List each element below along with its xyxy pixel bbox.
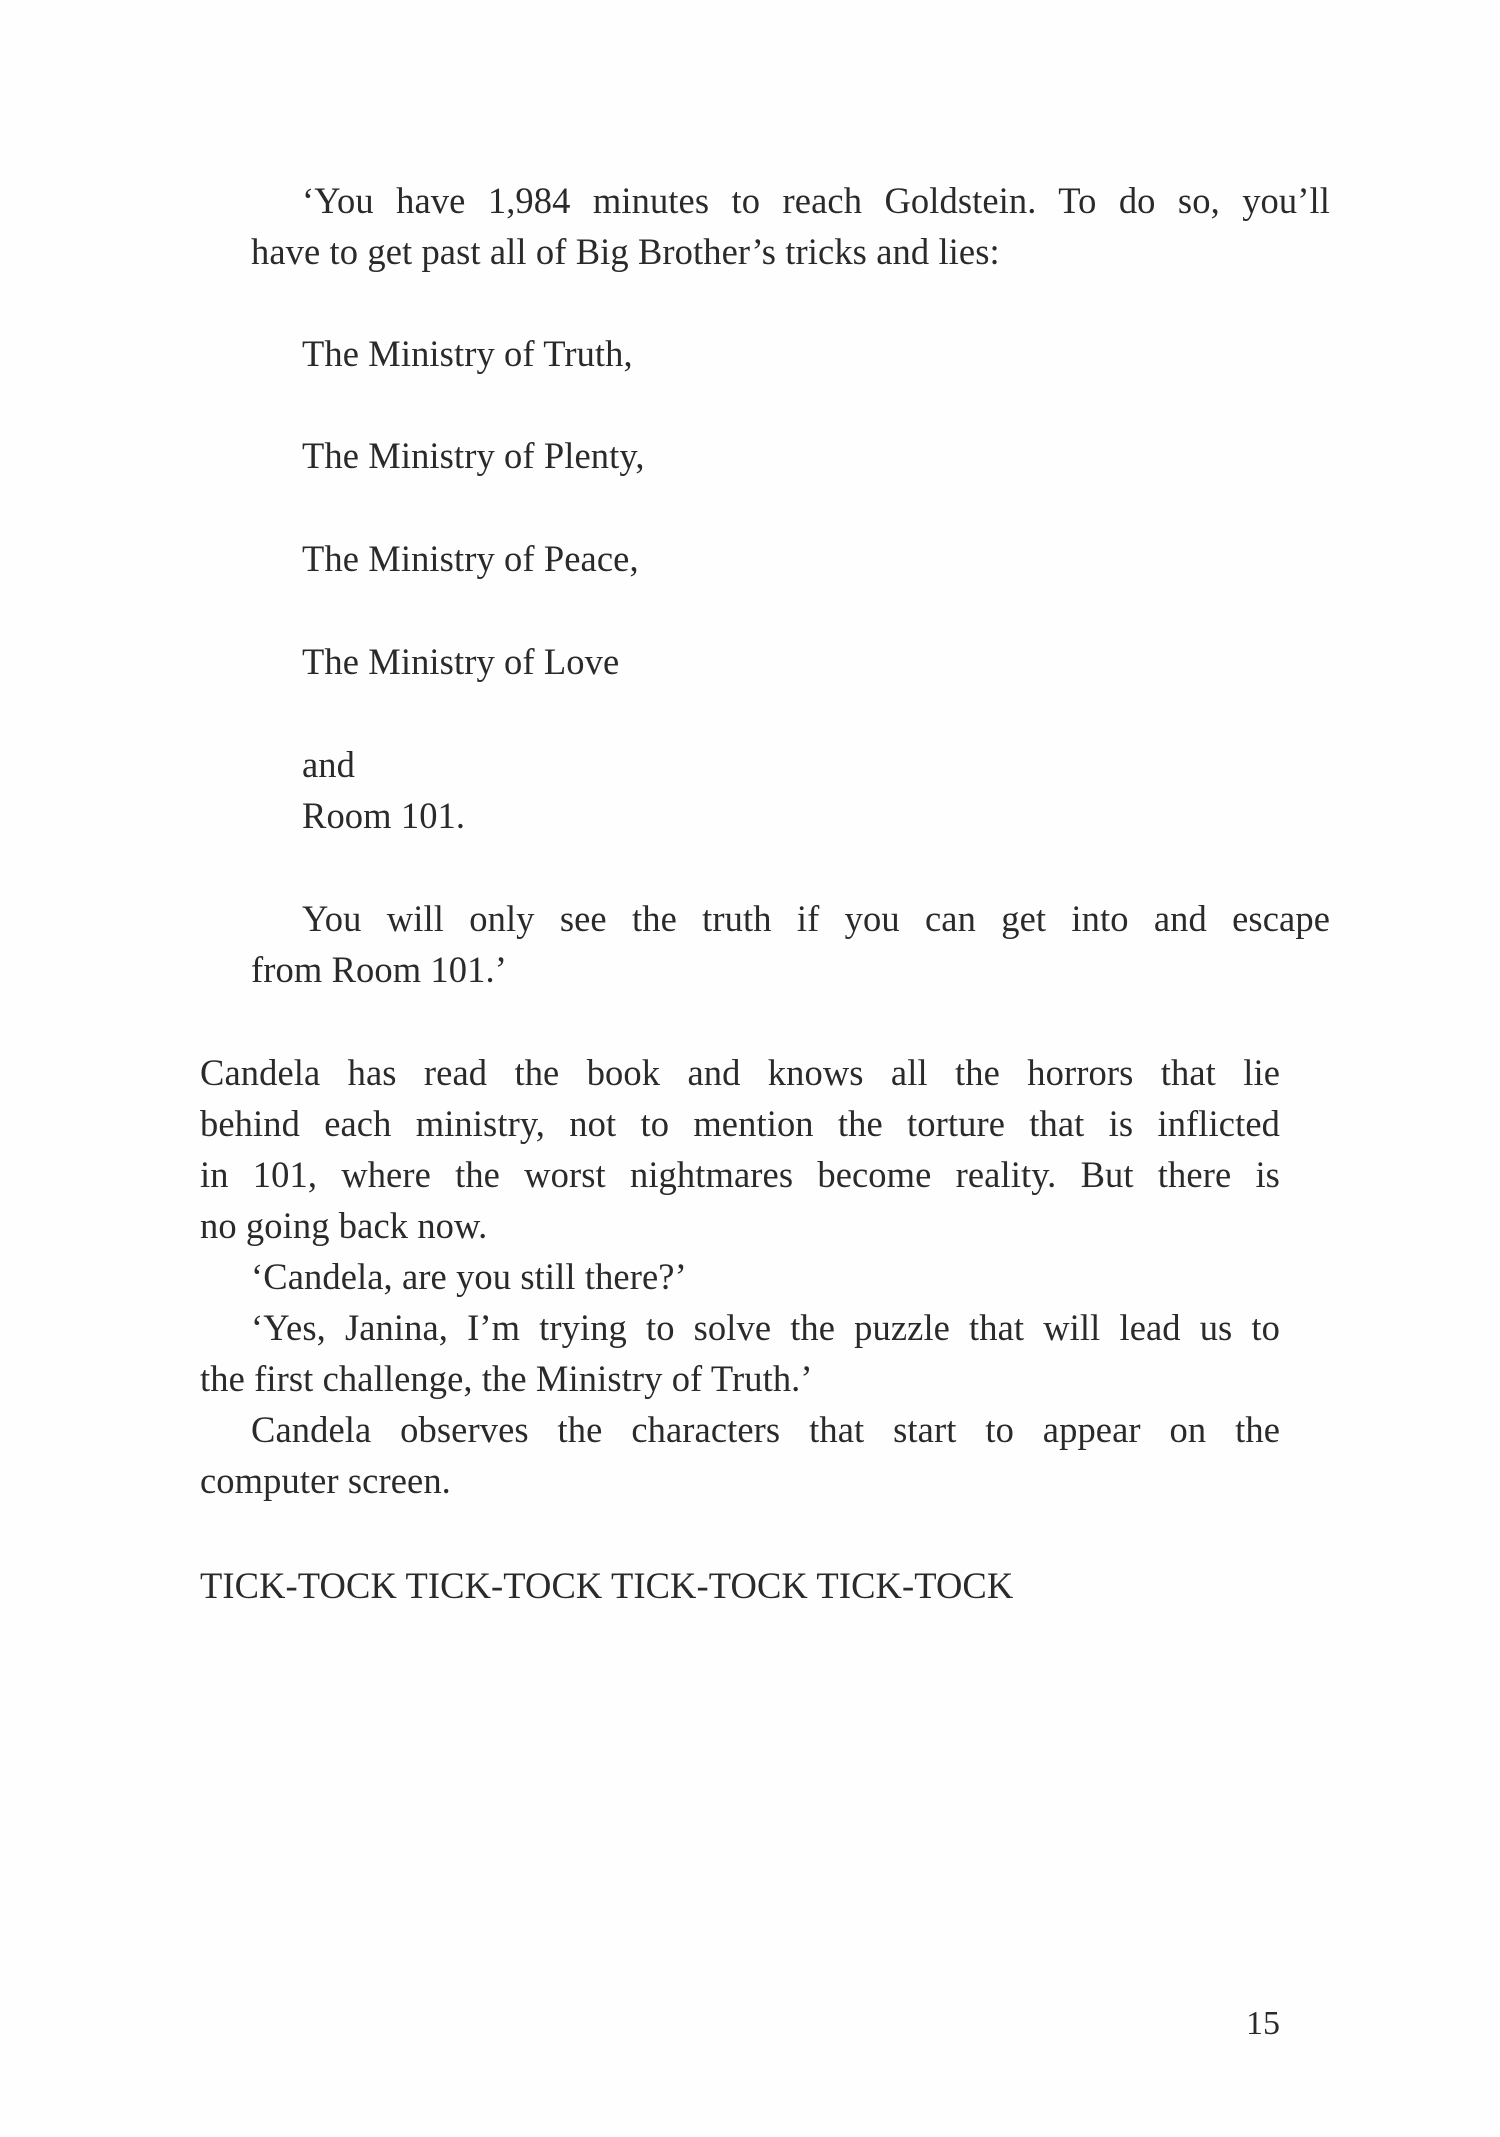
truth-line-2: from Room 101.’ (251, 949, 507, 990)
dialogue-janina-line-2: the first challenge, the Ministry of Truth.’ (200, 1358, 813, 1399)
ministry-love: The Ministry of Love (302, 641, 620, 682)
observes-line-2: computer screen. (200, 1460, 451, 1501)
intro-line-2: have to get past all of Big Brother’s tricks and lies: (251, 231, 1000, 272)
truth-line-1: You will only see the truth if you can get into and escape (302, 898, 1330, 939)
tick-tock-line: TICK-TOCK TICK-TOCK TICK-TOCK TICK-TOCK (200, 1565, 1014, 1606)
dialogue-candela-question: ‘Candela, are you still there?’ (251, 1256, 687, 1297)
intro-line-1: ‘You have 1,984 minutes to reach Goldstein. To do so, you’ll (302, 180, 1330, 221)
narrative-line-4: no going back now. (200, 1205, 488, 1246)
ministry-plenty: The Ministry of Plenty, (302, 435, 645, 476)
and-text: and (302, 744, 356, 785)
narrative-line-3: in 101, where the worst nightmares become reality. But there is (200, 1154, 1280, 1195)
room-101-text: Room 101. (302, 795, 466, 836)
ministry-peace: The Ministry of Peace, (302, 538, 639, 579)
narrative-line-1: Candela has read the book and knows all the horrors that lie (200, 1052, 1280, 1093)
ministry-truth: The Ministry of Truth, (302, 333, 633, 374)
page-number: 15 (1246, 2005, 1280, 2042)
observes-line-1: Candela observes the characters that start to appear on the (251, 1409, 1280, 1450)
narrative-line-2: behind each ministry, not to mention the torture that is inflicted (200, 1103, 1280, 1144)
dialogue-janina-line-1: ‘Yes, Janina, I’m trying to solve the puzzle that will lead us to (251, 1307, 1280, 1348)
